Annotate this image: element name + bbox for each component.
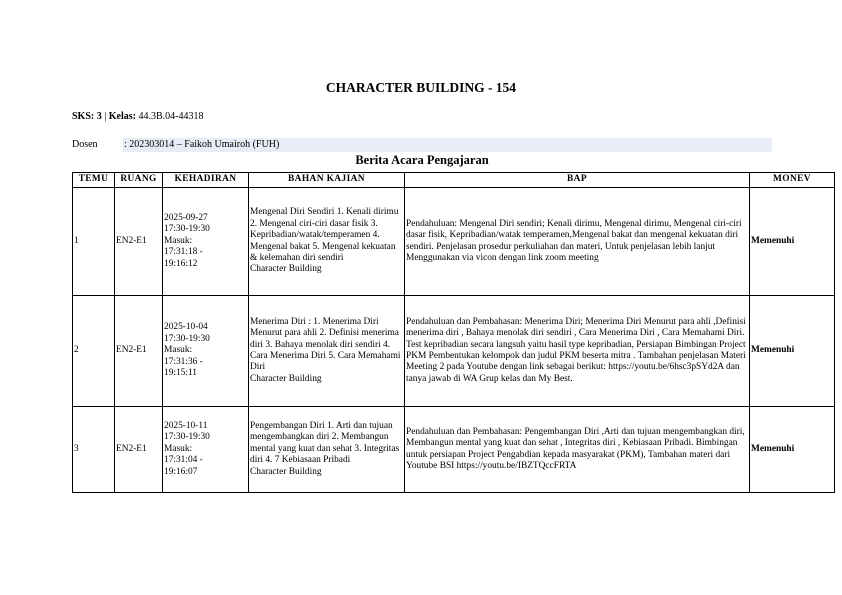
table-row [73, 407, 835, 493]
cell-temu: 3 [73, 407, 115, 493]
cell-temu: 1 [73, 188, 115, 296]
cell-bahan-kajian: Menerima Diri : 1. Menerima Diri Menurut para ahli 2. Definisi menerima diri 3. Bahaya menolak diri sendiri 4. Cara Menerima Diri 5. Cara Memahami Diri Character Building [249, 296, 405, 407]
info-separator: | [104, 111, 107, 122]
course-info [72, 111, 203, 122]
cell-bap: Pendahuluan: Mengenal Diri sendiri; Kenali dirimu, Mengenal dirimu, Mengenal ciri-ciri dasar fisik, Kepribadian/watak temperamen,Mengenal bakat dan mengenal kekuatan diri sendiri. Penjelasan prosedur perkuliahan dan materi, Untuk penjelasan lebih lanjut Menggunakan via vicon dengan link zoom meeting [405, 188, 750, 296]
dosen-value: : 202303014 – Faikoh Umairoh (FUH) [123, 138, 772, 152]
sks-label: SKS: [72, 111, 95, 122]
kelas-value: 44.3B.04-44318 [138, 111, 204, 122]
document-title: CHARACTER BUILDING - 154 [325, 80, 517, 95]
cell-kehadiran: 2025-10-04 17:30-19:30 Masuk: 17:31:36 - 19:15:11 [163, 296, 249, 407]
header-monev: MONEV [750, 173, 835, 188]
cell-monev: Memenuhi [750, 188, 835, 296]
header-bahan-kajian: BAHAN KAJIAN [249, 173, 405, 188]
cell-bap: Pendahuluan dan Pembahasan: Pengembangan Diri ,Arti dan tujuan mengembangkan diri, Membangun mental yang kuat dan sehat , Integritas diri , Kebiasaan Pribadi. Bimbingan untuk persiapan Project Pengabdian kepada masyarakat (PKM), Tambahan materi dari Youtube BSI https://youtu.be/IBZTQccFRTA [405, 407, 750, 493]
header-bap: BAP [405, 173, 750, 188]
cell-bahan-kajian: Pengembangan Diri 1. Arti dan tujuan mengembangkan diri 2. Membangun mental yang kuat dan sehat 3. Integritas diri 4. 7 Kebiasaan Pribadi Character Building [249, 407, 405, 493]
dosen-label: Dosen [72, 139, 98, 150]
cell-kehadiran: 2025-09-27 17:30-19:30 Masuk: 17:31:18 - 19:16:12 [163, 188, 249, 296]
section-title: Berita Acara Pengajaran [355, 153, 489, 167]
teaching-record-table [72, 172, 835, 493]
header-kehadiran: KEHADIRAN [163, 173, 249, 188]
table-row [73, 296, 835, 407]
cell-ruang: EN2-E1 [115, 407, 163, 493]
cell-monev: Memenuhi [750, 407, 835, 493]
cell-temu: 2 [73, 296, 115, 407]
cell-ruang: EN2-E1 [115, 296, 163, 407]
header-ruang: RUANG [115, 173, 163, 188]
sks-value: 3 [96, 111, 102, 122]
cell-ruang: EN2-E1 [115, 188, 163, 296]
cell-bahan-kajian: Mengenal Diri Sendiri 1. Kenali dirimu 2. Mengenal ciri-ciri dasar fisik 3. Kepribadian/watak/temperamen 4. Mengenal bakat 5. Mengenal kekuatan & kelemahan diri sendiri Character Building [249, 188, 405, 296]
lecturer-row [72, 138, 772, 152]
table-row [73, 188, 835, 296]
cell-monev: Memenuhi [750, 296, 835, 407]
cell-kehadiran: 2025-10-11 17:30-19:30 Masuk: 17:31:04 - 19:16:07 [163, 407, 249, 493]
header-temu: TEMU [73, 173, 115, 188]
table-header-row [73, 173, 835, 188]
cell-bap: Pendahuluan dan Pembahasan: Menerima Diri; Menerima Diri Menurut para ahli ,Definisi menerima diri , Bahaya menolak diri sendiri , Cara Menerima Diri , Cara Memahami Diri. Test kepribadian secara langsuh yaitu hasil type kepribadian, Persiapan Bimbingan Project PKM Pembentukan kelompok dan judul PKM beserta mitra . Tambahan penjelasan Materi Meeting 2 pada Youtube dengan link sebagai berikut: https://youtu.be/6hsc3pSYd2A dan tanya jawab di WA Grup kelas dan My Best. [405, 296, 750, 407]
kelas-label: Kelas: [108, 111, 136, 122]
